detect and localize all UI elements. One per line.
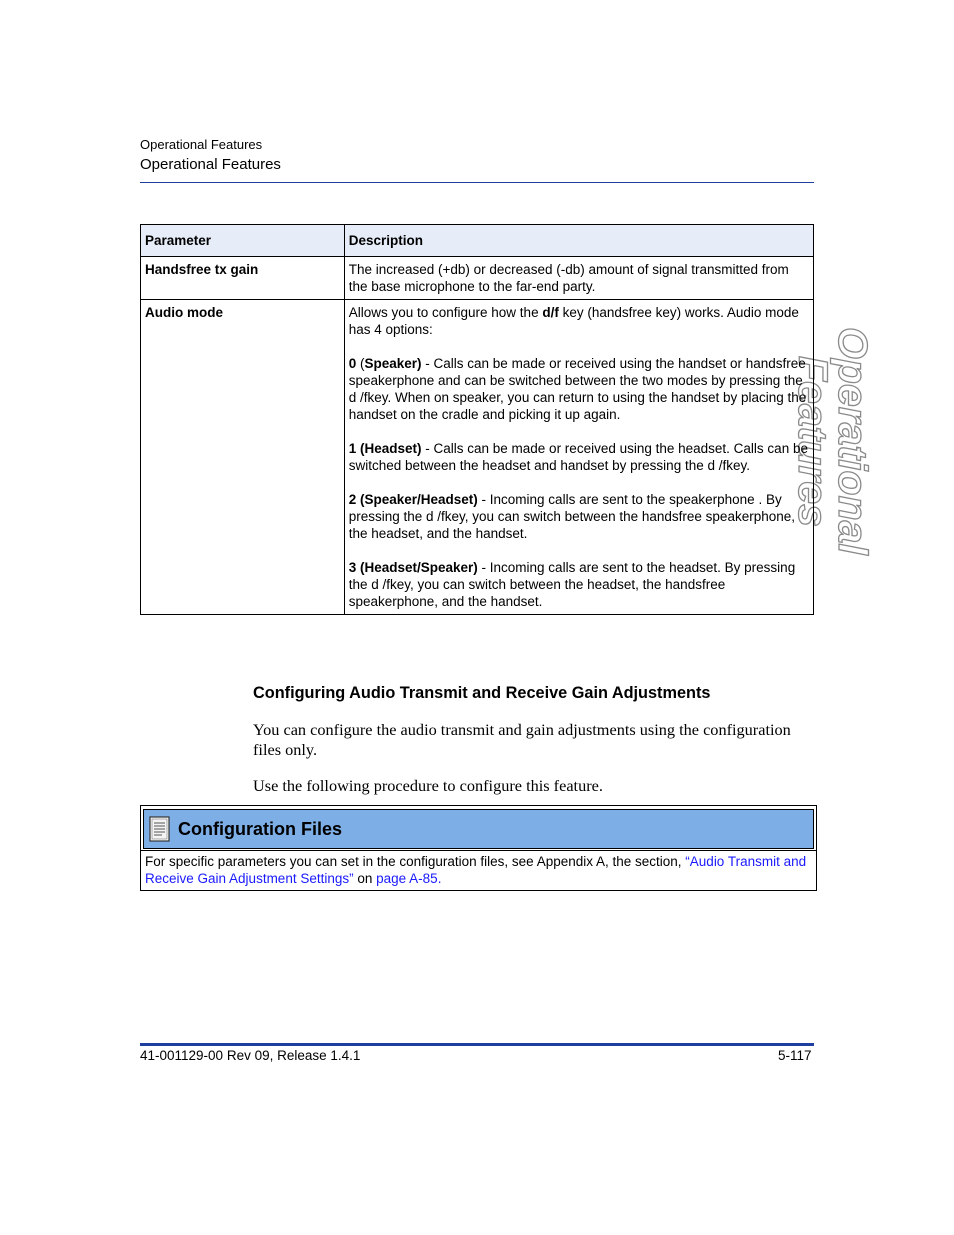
key-name: d/f [542,305,559,320]
column-header-parameter: Parameter [141,225,345,257]
audio-mode-option-0 [349,355,809,423]
intro-text: Allows you to configure how the [348,305,543,320]
param-name: Audio mode [141,300,345,615]
table-header-row [141,225,814,257]
audio-mode-option-3 [349,559,809,610]
running-header-small: Operational Features [140,137,263,152]
config-box-title: Configuration Files [178,819,342,839]
audio-mode-option-1 [349,440,809,474]
config-text: . [437,871,442,886]
audio-mode-intro [349,304,809,338]
option-name: 2 (Speaker/Headset) [348,492,478,507]
running-header: Operational Features [140,156,281,173]
param-description [344,300,813,615]
body-paragraph: You can configure the audio transmit and gain adjustments using the configuration files only. [253,720,791,759]
config-box-text [145,853,810,887]
option-text: - Incoming calls are sent to the speakerphone . By pressing the d /fkey, you can switch between the handsfree speakerphone, the headset, and the handset. [348,492,795,541]
option-name: 1 (Headset) [348,441,422,456]
chapter-side-tab: Operational Features [790,327,876,555]
document-icon [149,816,170,842]
option-text: - Incoming calls are sent to the headset. By pressing the d /fkey, you can switch between the headset, the handsfree speakerphone, and the handset. [348,560,796,609]
footer-doc-id: 41-001129-00 Rev 09, Release 1.4.1 [140,1048,361,1063]
option-name: Speaker) [364,356,422,371]
body-paragraph: Use the following procedure to configure this feature. [253,776,603,795]
footer-rule [140,1043,814,1046]
param-description: The increased (+db) or decreased (-db) amount of signal transmitted from the base microphone to the far-end party. [344,257,813,300]
option-name: 3 (Headset/Speaker) [348,560,478,575]
parameter-table [140,224,814,615]
config-box-header [143,809,814,849]
column-header-description: Description [344,225,813,257]
config-text: For specific parameters you can set in the configuration files, see Appendix A, the section, [145,854,686,869]
audio-mode-option-2 [349,491,809,542]
table-row [141,300,814,615]
option-text: - Calls can be made or received using the handset or handsfree speakerphone and can be switched between the two modes by pressing the d /fkey. When on speaker, you can return to using the handset by placing the handset on the cradle and picking it up again. [348,356,807,422]
page-reference-link[interactable]: page A-85 [376,871,438,886]
appendix-section-link[interactable]: “Audio Transmit and Receive Gain Adjustment Settings” [145,854,807,886]
config-box-divider [141,850,816,851]
option-text: ( [356,356,365,371]
table-row [141,257,814,300]
intro-text: key (handsfree key) works. Audio mode has 4 options: [348,305,799,337]
config-text: on [353,871,377,886]
option-text: - Calls can be made or received using the headset. Calls can be switched between the headset and handset by pressing the d /fkey. [348,441,808,473]
section-title: Configuring Audio Transmit and Receive Gain Adjustments [253,684,711,702]
header-rule [140,182,814,183]
option-number: 0 [348,356,357,371]
footer-page-number: 5-117 [778,1048,812,1063]
param-name: Handsfree tx gain [141,257,345,300]
configuration-files-box [140,805,817,891]
